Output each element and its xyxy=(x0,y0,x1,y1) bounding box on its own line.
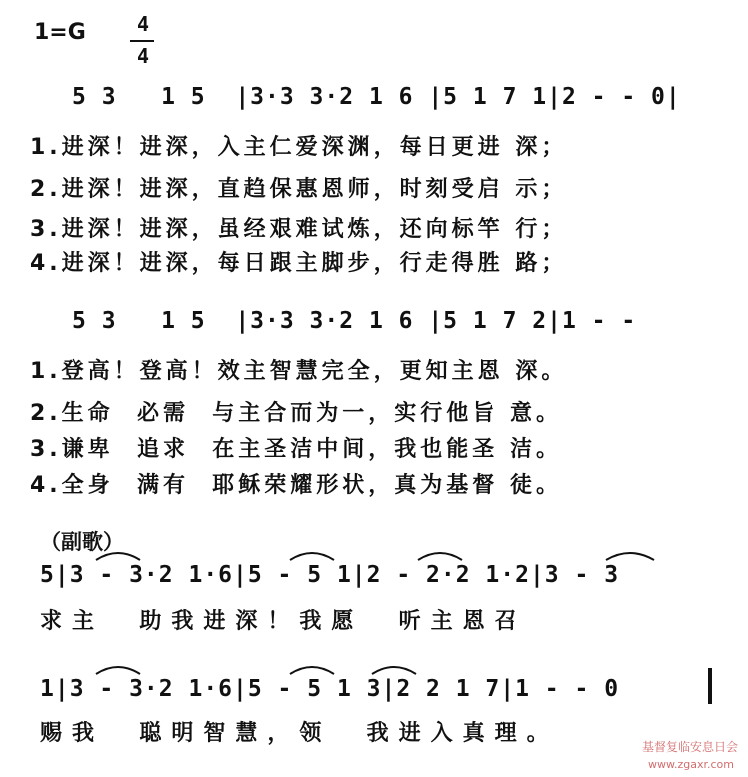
slur-3 xyxy=(418,553,462,560)
chorus-notes-line2: 1|3 - 3·2 1·6|5 - 5 1 3|2 2 1 7|1 - - 0 xyxy=(40,676,620,702)
time-signature-bottom: 4 xyxy=(136,44,150,68)
section1-lyric-1: 1.进深！进深，入主仁爱深渊，每日更进 深； xyxy=(30,135,568,160)
section2-lyric-3: 3.谦卑 追求 在主圣洁中间，我也能圣 洁。 xyxy=(30,437,562,462)
slur-2 xyxy=(290,553,334,560)
section2-lyric-2: 2.生命 必需 与主合而为一，实行他旨 意。 xyxy=(30,401,562,426)
watermark-text: 基督复临安息日会 xyxy=(641,740,738,754)
slur-7 xyxy=(372,667,416,674)
watermark-url: www.zgaxr.com xyxy=(648,758,734,771)
chorus-lyrics-line2: 赐我 聪明智慧，领 我进入真理。 xyxy=(40,721,559,746)
key-signature: 1=G xyxy=(34,20,86,45)
section1-lyric-3: 3.进深！进深，虽经艰难试炼，还向标竿 行； xyxy=(30,217,568,242)
time-signature-top: 4 xyxy=(136,12,150,36)
section1-lyric-2: 2.进深！进深，直趋保惠恩师，时刻受启 示； xyxy=(30,177,568,202)
section2-lyric-4: 4.全身 满有 耶稣荣耀形状，真为基督 徒。 xyxy=(30,473,562,498)
section2-notes: 5 3 1 5 |3·3 3·2 1 6 |5 1 7 2|1 - - xyxy=(72,308,637,334)
section1-notes: 5 3 1 5 |3·3 3·2 1 6 |5 1 7 1|2 - - 0| xyxy=(72,84,681,110)
slur-5 xyxy=(96,667,140,674)
section1-lyric-4: 4.进深！进深，每日跟主脚步，行走得胜 路； xyxy=(30,251,568,276)
chorus-notes-line1: 5|3 - 3·2 1·6|5 - 5 1|2 - 2·2 1·2|3 - 3 xyxy=(40,562,620,588)
slur-4 xyxy=(606,553,654,560)
chorus-lyrics-line1: 求主 助我进深！我愿 听主恩召 xyxy=(40,609,527,634)
slur-6 xyxy=(290,667,334,674)
section2-lyric-1: 1.登高！登高！效主智慧完全，更知主恩 深。 xyxy=(30,359,568,384)
slur-1 xyxy=(96,553,140,560)
chorus-label: （副歌） xyxy=(40,530,124,554)
